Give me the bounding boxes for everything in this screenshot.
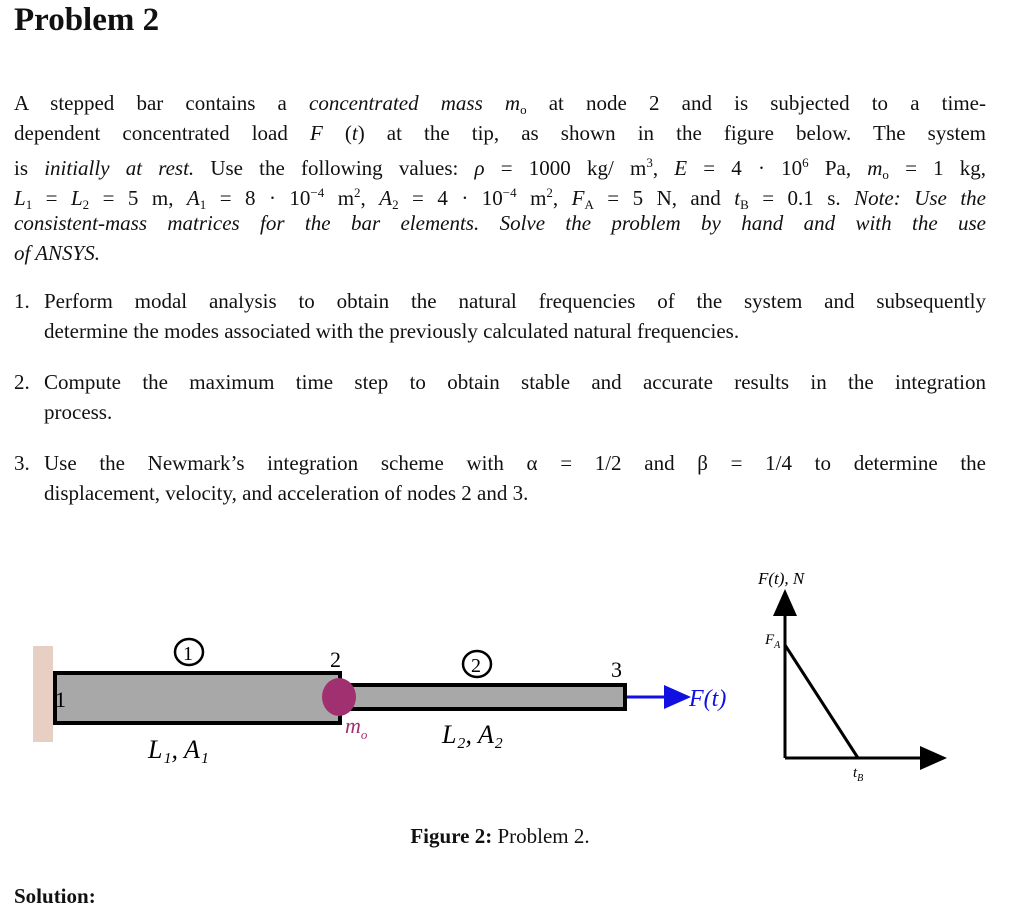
statement-segment: A [379,186,393,210]
statement-segment: = 5 N, and [593,186,735,210]
solution-heading: Solution: [14,884,96,908]
statement-segment: m [867,156,883,180]
statement-segment: F [571,186,585,210]
task-number: 2. [14,370,30,394]
statement-segment: = 4 · 10 [398,186,503,210]
bar-element-1 [55,673,340,723]
statement-segment: of ANSYS. [14,241,100,265]
statement-segment: L [14,186,26,210]
statement-segment: Use the following values: [194,156,475,180]
task-number: 1. [14,289,30,313]
concentrated-mass [322,678,356,716]
fixed-wall [33,646,53,742]
task-text-line: displacement, velocity, and acceleration of nodes 2 and 3. [44,481,529,505]
task-text-line: Perform modal analysis to obtain the natural frequencies of the system and subsequently [44,289,986,313]
node-2-label: 2 [330,647,341,672]
statement-segment: t [734,186,741,210]
statement-segment: at node 2 and is subjected to a time- [526,91,986,115]
task-text-line: process. [44,400,113,424]
statement-segment: o [520,102,527,117]
statement-segment: ρ [474,156,485,180]
statement-segment: 2 [354,185,361,200]
statement-segment: 1 [25,197,33,212]
task-text-line: determine the modes associated with the previously calculated natural frequencies. [44,319,740,343]
statement-segment: −4 [310,185,325,200]
statement-segment: = 8 · 10 [206,186,311,210]
statement-segment: A [186,186,200,210]
load-label: F(t) [689,686,727,712]
statement-segment: = 4 · 10 [687,156,803,180]
node-1-label: 1 [55,687,66,712]
statement-segment: Note: Use the [854,186,986,210]
element-1-label: 1 [183,643,193,665]
caption-text: Problem 2. [492,824,590,848]
statement-segment: 2 [546,185,553,200]
figure-caption [0,824,1000,849]
mass-label: $m_o$ [345,713,368,742]
statement-segment: ) at the tip, as shown in the figure below. The system [357,121,987,145]
statement-segment: −4 [502,185,517,200]
statement-segment: , [652,156,675,180]
statement-segment: A [584,197,594,212]
statement-segment: , [360,186,380,210]
statement-segment: ( [322,121,352,145]
statement-segment: A stepped bar contains a [14,91,309,115]
graph-tb-label: $t_B$ [853,765,864,784]
task-text-line: Use the Newmark’s integration scheme with α = 1/2 and β = 1/4 to determine the [44,451,986,475]
section-2-label: L₂, A₂ [442,720,503,749]
page-title: Problem 2 [14,2,160,38]
statement-segment: m [516,186,547,210]
statement-segment: m [324,186,355,210]
statement-segment: 2 [392,197,399,212]
statement-segment: = 1 kg, [888,156,987,180]
statement-segment: = 0.1 s. [748,186,855,210]
statement-segment: 1 [199,197,207,212]
task-text-line: Compute the maximum time step to obtain stable and accurate results in the integration [44,370,986,394]
statement-segment: , [552,186,572,210]
element-2-label: 2 [471,655,481,677]
force-ramp-line [785,645,858,758]
graph-fa-label: $F_A$ [765,632,781,651]
statement-segment: F [309,121,323,145]
statement-segment: t [351,121,358,145]
task-number: 3. [14,451,30,475]
caption-label: Figure 2: [410,824,493,848]
statement-segment: o [882,167,889,182]
statement-segment: E [674,156,688,180]
statement-segment: B [740,197,749,212]
statement-segment: L [70,186,83,210]
statement-segment: is [14,156,45,180]
statement-segment: consistent-mass matrices for the bar elements. Solve the problem by hand and with the use [14,211,986,235]
graph-y-label: F(t), N [758,569,805,588]
bar-element-2 [340,685,625,709]
statement-segment: 2 [82,197,90,212]
statement-segment: = [32,186,71,210]
section-1-label: L₁, A₁ [148,735,209,764]
node-3-label: 3 [611,657,622,682]
statement-segment: 6 [802,155,809,170]
statement-segment: = 1000 kg/ m [484,156,647,180]
statement-segment: Pa, [808,156,868,180]
statement-segment: concentrated mass m [309,91,521,115]
statement-segment: dependent concentrated load [14,121,310,145]
statement-segment: 3 [646,155,653,170]
statement-segment: initially at rest. [44,156,195,180]
statement-segment: = 5 m, [89,186,187,210]
